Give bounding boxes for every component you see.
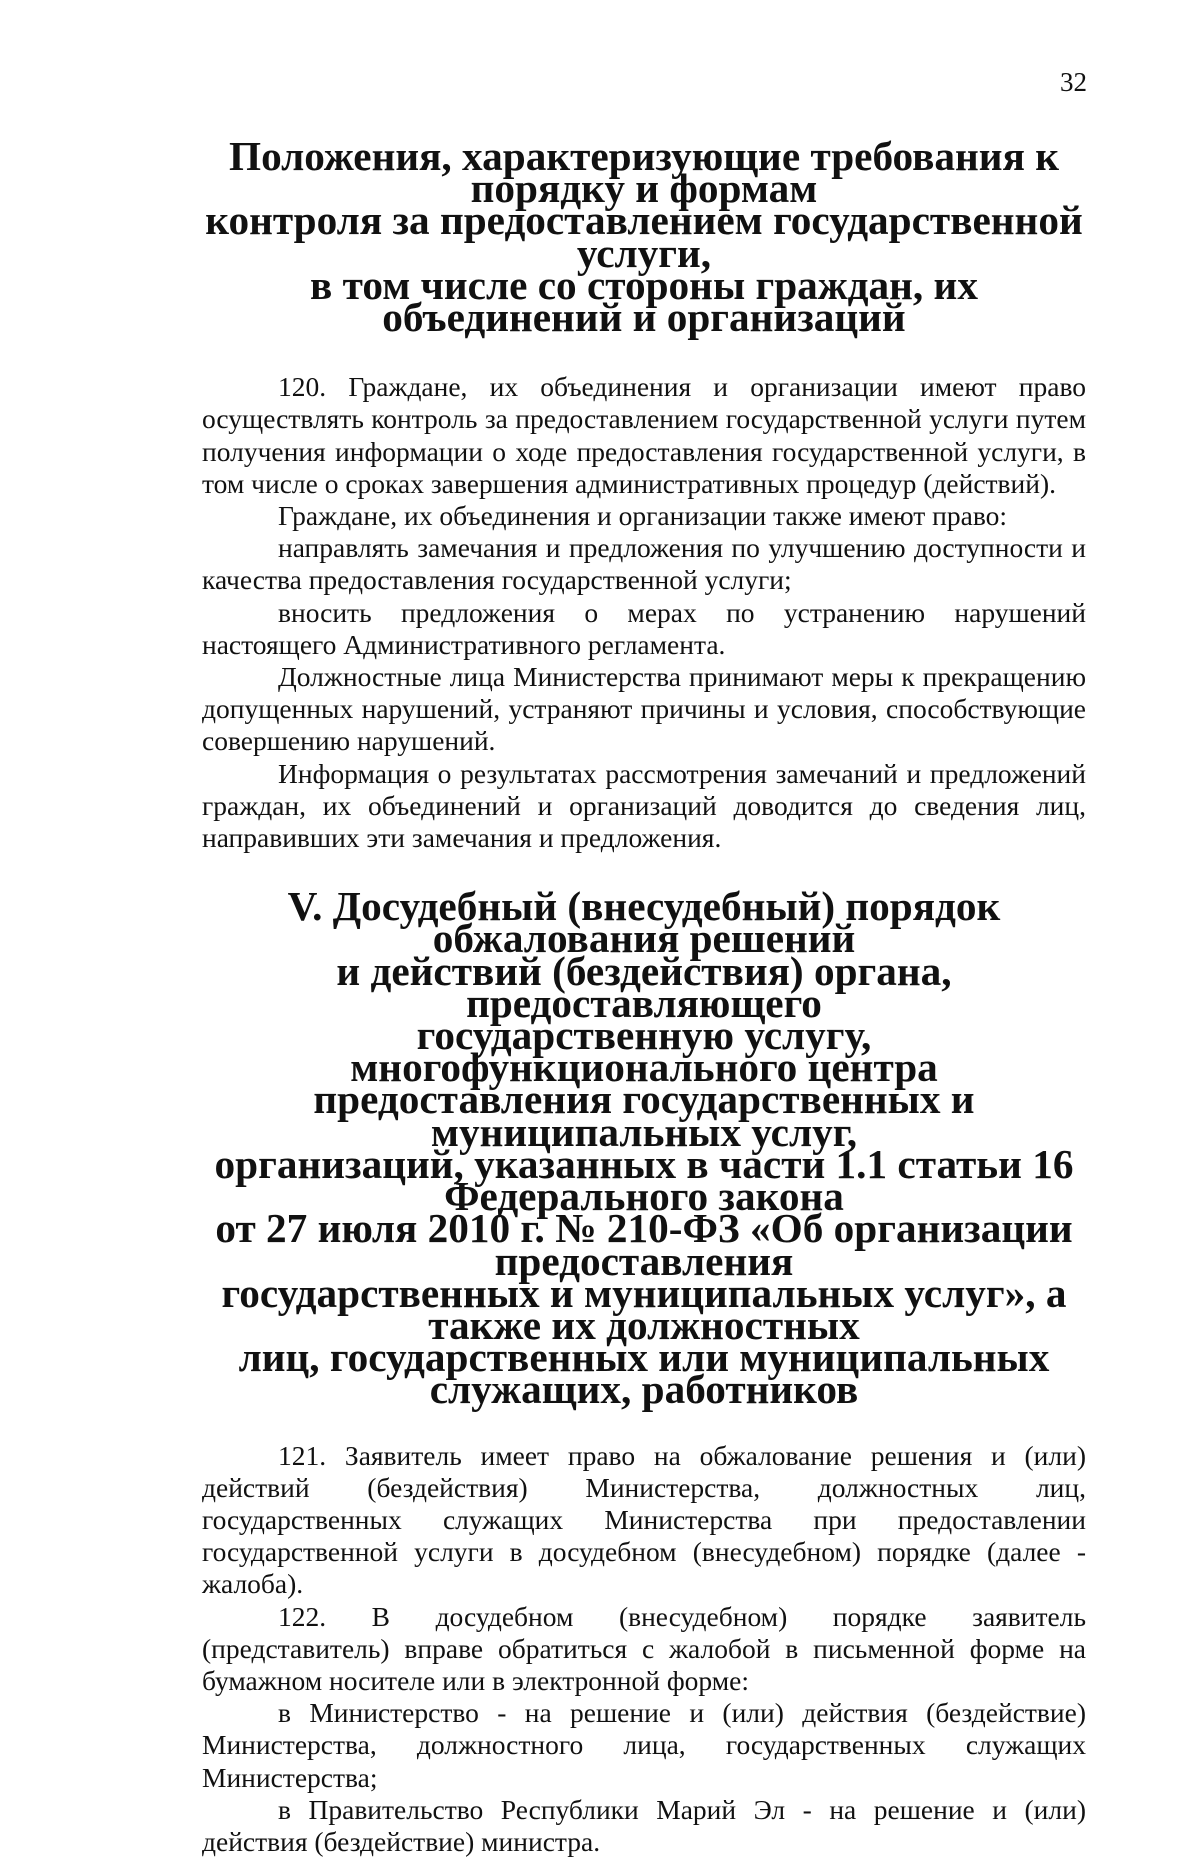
paragraph-rights-intro: Граждане, их объединения и организации также имеют право:	[278, 500, 1008, 532]
paragraph-120: 120. Граждане, их объединения и организации имеют право осуществлять контроль за предоставлением государственной услуги путем получения информации о ходе предоставления государственной услуги, в том числе о сроках завершения административных процедур (действий).	[202, 371, 1086, 499]
paragraph-121: 121. Заявитель имеет право на обжалование решения и (или) действий (бездействия) Министерства, должностных лиц, государственных служащих Министерства при предоставлении государственной услуги в досудебном (внесудебном) порядке (далее - жалоба).	[202, 1439, 1086, 1600]
heading-line: в том числе со стороны граждан, их объединений и организаций	[310, 261, 978, 341]
heading-line: государственную услугу, многофункционального центра	[350, 1012, 938, 1091]
paragraph-right-proposals: вносить предложения о мерах по устранению нарушений настоящего Административного регламента.	[202, 596, 1086, 660]
paragraph-officials-measures: Должностные лица Министерства принимают меры к прекращению допущенных нарушений, устраняют причины и условия, способствующие совершению нарушений.	[202, 661, 1086, 757]
heading-line: V. Досудебный (внесудебный) порядок обжалования решений	[287, 883, 1001, 962]
heading-line: от 27 июля 2010 г. № 210-ФЗ «Об организации предоставления	[215, 1205, 1073, 1284]
paragraph-information-results: Информация о результатах рассмотрения замечаний и предложений граждан, их объединений и организаций доводится до сведения лиц, направивших эти замечания и предложения.	[202, 757, 1086, 854]
page-number: 32	[1060, 67, 1087, 97]
section-heading-control	[202, 133, 1086, 341]
document-body	[202, 133, 1086, 1858]
paragraph-122: 122. В досудебном (внесудебном) порядке заявитель (представитель) вправе обратиться с жалобой в письменной форме на бумажном носителе или в электронной форме:	[202, 1600, 1086, 1696]
section-heading-appeal	[202, 883, 1086, 1413]
heading-line: организаций, указанных в части 1.1 статьи 16 Федерального закона	[214, 1140, 1074, 1220]
heading-line: предоставления государственных и муниципальных услуг,	[313, 1076, 975, 1155]
section-120	[202, 371, 1086, 854]
heading-line: лиц, государственных или муниципальных служащих, работников	[238, 1334, 1050, 1413]
heading-line: государственных и муниципальных услуг», а также их должностных	[221, 1269, 1067, 1348]
paragraph-ministry-appeal: в Министерство - на решение и (или) действия (бездействие) Министерства, должностного лица, государственных служащих Министерства;	[202, 1697, 1086, 1793]
heading-line: и действий (бездействия) органа, предоставляющего	[336, 947, 952, 1026]
paragraph-right-remarks: направлять замечания и предложения по улучшению доступности и качества предоставления государственной услуги;	[202, 532, 1086, 596]
paragraph-government-appeal: в Правительство Республики Марий Эл - на решение и (или) действия (бездействие) министра.	[202, 1793, 1086, 1857]
heading-line: контроля за предоставлением государственной услуги,	[205, 197, 1083, 276]
section-121-122	[202, 1440, 1086, 1858]
heading-line: Положения, характеризующие требования к порядку и формам	[229, 133, 1059, 212]
